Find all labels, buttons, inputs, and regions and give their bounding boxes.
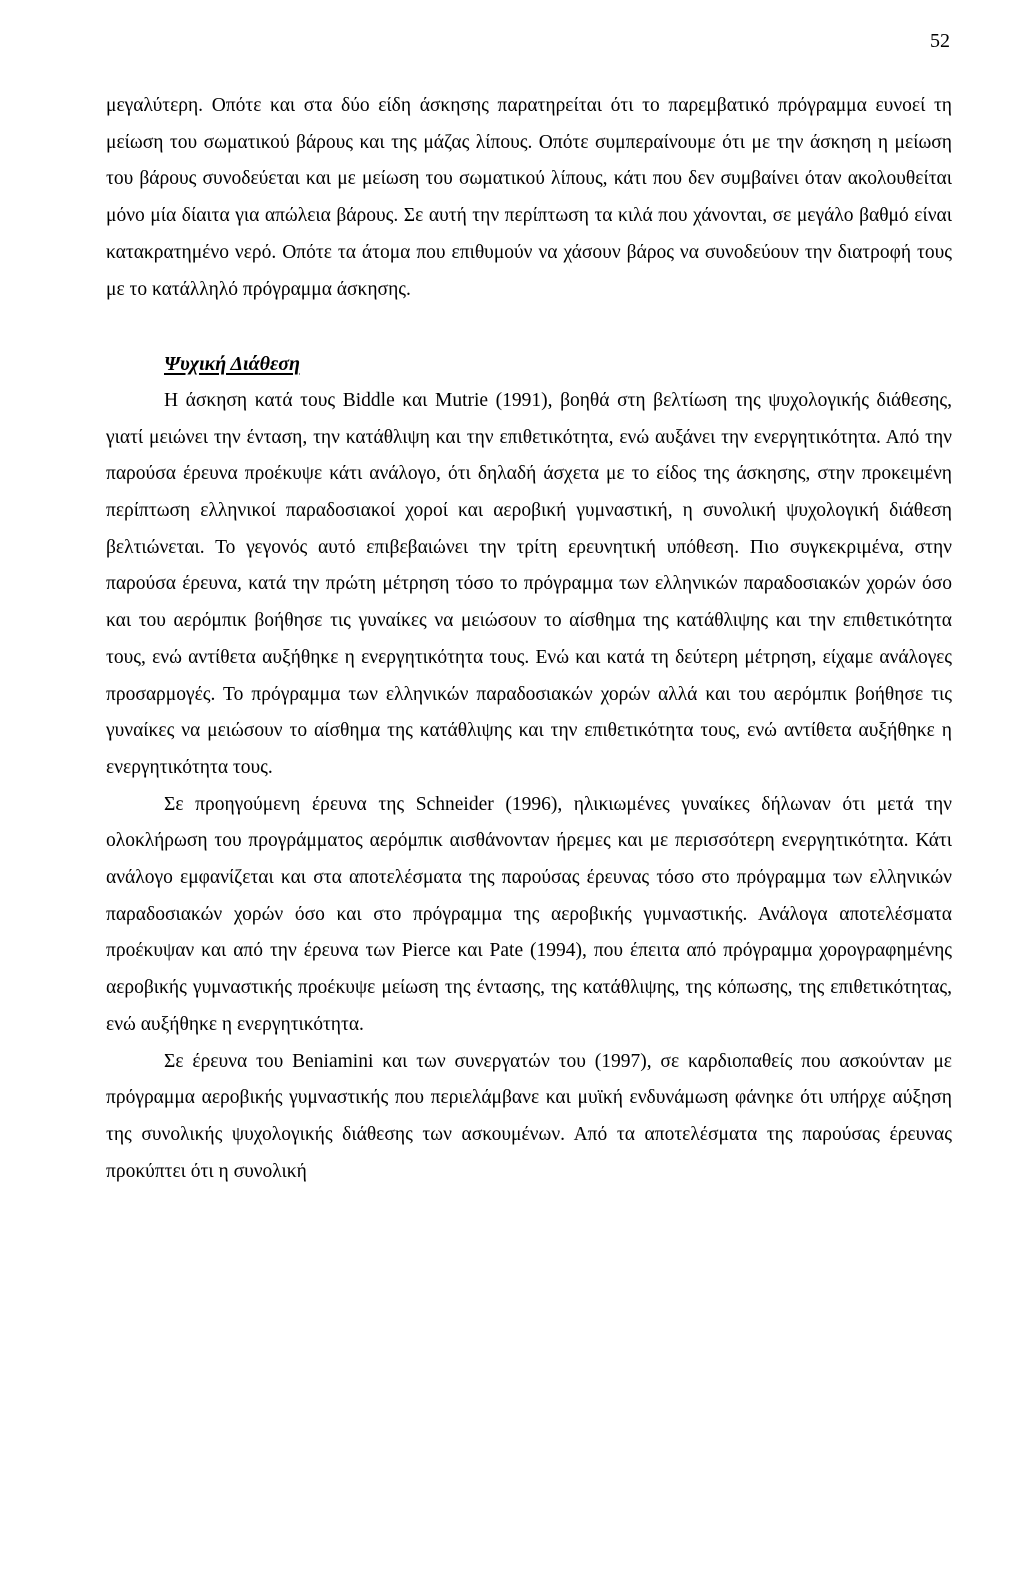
document-body xyxy=(106,88,952,1190)
section-heading: Ψυχική Διάθεση xyxy=(164,353,300,376)
paragraph-beniamini-study: Σε έρευνα του Beniamini και των συνεργατών του (1997), σε καρδιοπαθείς που ασκούνταν με πρόγραμμα αεροβικής γυμναστικής που περιελάμβανε και μυϊκή ενδυνάμωση φάνηκε ότι υπήρχε αύξηση της συνολικής ψυχολογικής διάθεσης των ασκουμένων. Από τα αποτελέσματα της παρούσας έρευνας προκύπτει ότι η συνολική xyxy=(106,1050,952,1182)
paragraph-schneider-study: Σε προηγούμενη έρευνα της Schneider (1996), ηλικιωμένες γυναίκες δήλωναν ότι μετά την ολοκλήρωση του προγράμματος αερόμπικ αισθάνονταν ήρεμες και με περισσότερη ενεργητικότητα. Κάτι ανάλογο εμφανίζεται και στα αποτελέσματα της παρούσας έρευνας τόσο στο πρόγραμμα των ελληνικών παραδοσιακών χορών όσο και στο πρόγραμμα της αεροβικής γυμναστικής. Ανάλογα αποτελέσματα προέκυψαν και από την έρευνα των Pierce και Pate (1994), που έπειτα από πρόγραμμα χορογραφημένης αεροβικής γυμναστικής προέκυψε μείωση της έντασης, της κατάθλιψης, της κόπωσης, της επιθετικότητας, ενώ αυξήθηκε η ενεργητικότητα. xyxy=(106,793,952,1035)
page-number: 52 xyxy=(930,30,950,52)
paragraph-psychological-mood: Η άσκηση κατά τους Biddle και Mutrie (1991), βοηθά στη βελτίωση της ψυχολογικής διάθεσης, γιατί μειώνει την ένταση, την κατάθλιψη και την επιθετικότητα, ενώ αυξάνει την ενεργητικότητα. Από την παρούσα έρευνα προέκυψε κάτι ανάλογο, ότι δηλαδή άσχετα με το είδος της άσκησης, στην προκειμένη περίπτωση ελληνικοί παραδοσιακοί χοροί και αεροβική γυμναστική, η συνολική ψυχολογική διάθεση βελτιώνεται. Το γεγονός αυτό επιβεβαιώνει την τρίτη ερευνητική υπόθεση. Πιο συγκεκριμένα, στην παρούσα έρευνα, κατά την πρώτη μέτρηση τόσο το πρόγραμμα των ελληνικών παραδοσιακών χορών όσο και του αερόμπικ βοήθησε τις γυναίκες να μειώσουν το αίσθημα της κατάθλιψης και την επιθετικότητα τους, ενώ αντίθετα αυξήθηκε η ενεργητικότητα τους. Ενώ και κατά τη δεύτερη μέτρηση, είχαμε ανάλογες προσαρμογές. Το πρόγραμμα των ελληνικών παραδοσιακών χορών αλλά και του αερόμπικ βοήθησε τις γυναίκες να μειώσουν το αίσθημα της κατάθλιψης και την επιθετικότητα τους, ενώ αντίθετα αυξήθηκε η ενεργητικότητα τους. xyxy=(106,389,952,778)
paragraph-intro: μεγαλύτερη. Οπότε και στα δύο είδη άσκησης παρατηρείται ότι το παρεμβατικό πρόγραμμα ευνοεί τη μείωση του σωματικού βάρους και της μάζας λίπους. Οπότε συμπεραίνουμε ότι με την άσκηση η μείωση του βάρους συνοδεύεται και με μείωση του σωματικού λίπους, κάτι που δεν συμβαίνει όταν ακολουθείται μόνο μία δίαιτα για απώλεια βάρους. Σε αυτή την περίπτωση τα κιλά που χάνονται, σε μεγάλο βαθμό είναι κατακρατημένο νερό. Οπότε τα άτομα που επιθυμούν να χάσουν βάρος να συνοδεύουν την διατροφή τους με το κατάλληλό πρόγραμμα άσκησης. xyxy=(106,95,952,300)
